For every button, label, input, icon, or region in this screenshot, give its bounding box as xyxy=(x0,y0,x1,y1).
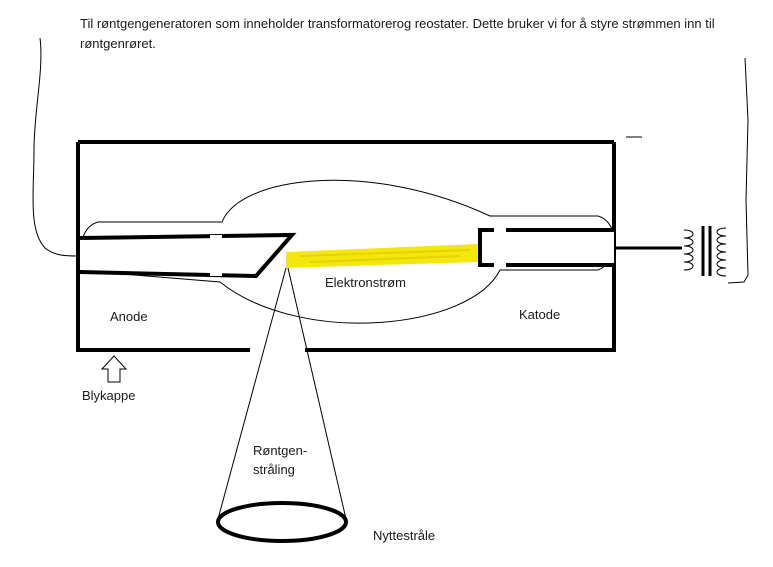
label-cathode: Katode xyxy=(519,307,561,322)
label-anode: Anode xyxy=(110,309,148,324)
label-useful-beam: Nyttestråle xyxy=(373,528,436,543)
xray-cone xyxy=(218,268,346,541)
transformer-symbol xyxy=(684,226,726,276)
right-wire xyxy=(728,58,748,283)
label-xray-line1: Røntgen- xyxy=(253,443,308,458)
label-electron-stream: Elektronstrøm xyxy=(325,275,406,290)
cathode-body xyxy=(480,230,614,265)
label-xray-line2: stråling xyxy=(253,462,295,477)
caption-text: Til røntgengeneratoren som inneholder transformatorerog reostater. Dette bruker vi for å styre strømmen inn til røntgenrøret. xyxy=(80,16,715,51)
label-lead-shield: Blykappe xyxy=(82,388,136,403)
blykappe-arrow-icon xyxy=(102,356,126,382)
anode-body xyxy=(80,235,292,276)
left-wire xyxy=(33,38,78,256)
